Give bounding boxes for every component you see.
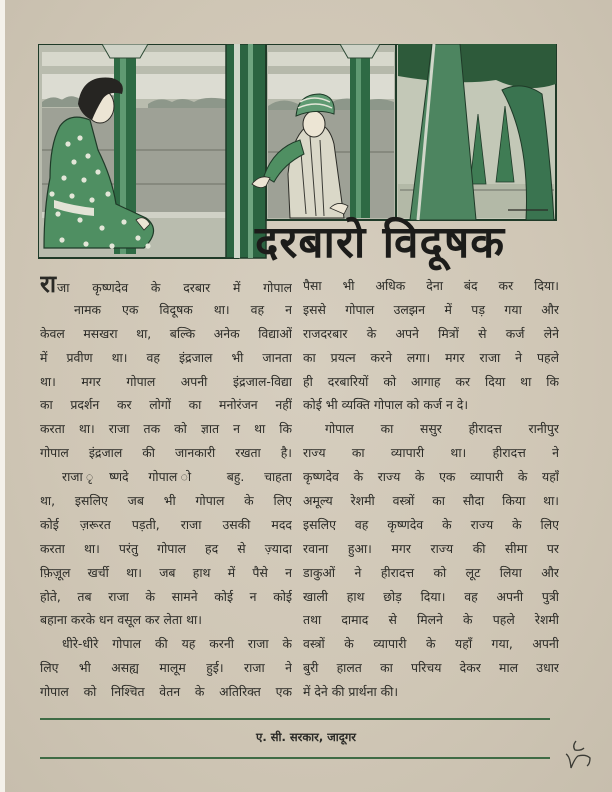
page-edge	[0, 0, 5, 792]
text-line: वस्त्रों के व्यापारी के यहाँ गया, अपनी	[303, 636, 559, 652]
text-line: नामक एक विदूषक था। वह न	[74, 301, 292, 317]
illustration-right-panel	[396, 44, 556, 220]
text-line: रवाना हुआ। मगर राज्य की सीमा पर	[303, 540, 559, 556]
text-line: में प्रवीण था। वह इंद्रजाल भी जानता	[40, 349, 292, 365]
handwritten-mark	[562, 738, 592, 772]
author-credit: ए. सी. सरकार, जादूगर	[255, 730, 357, 744]
text-line: राजा ृष्णदे गोपाल ो बहु. चाहता	[62, 469, 292, 485]
text-line: अमूल्य रेशमी वस्त्रों का सौदा किया था।	[303, 493, 559, 509]
text-line: गोपाल को निश्चित वेतन के अतिरिक्त एक	[40, 684, 292, 700]
text-line: इसलिए वह कृष्णदेव के राज्य के लिए	[303, 516, 559, 532]
text-line: राजा कृष्णदेव के दरबार में गोपाल	[40, 274, 292, 298]
dropcap: रा	[40, 274, 57, 298]
text-line: कोई भी व्यक्ति गोपाल को कर्ज न दे।	[303, 397, 469, 413]
text-line: राजदरबार के अपने मित्रों से कर्ज लेने	[303, 325, 559, 341]
text-line: कोई ज़रूरत पड़ती, राजा उसकी मदद	[40, 516, 292, 532]
footer-rule-bottom	[40, 757, 550, 759]
text-line: का प्रदर्शन कर लोगों का मनोरंजन नहीं	[40, 397, 292, 413]
text-line: पैसा भी अधिक देना बंद कर दिया।	[303, 278, 559, 293]
text-line: बुरी हालत का परिचय देकर माल उधार	[303, 660, 559, 676]
footer-rule-top	[40, 718, 550, 720]
text-line: लिए भी असह्य मालूम हुई। राजा ने	[40, 660, 292, 676]
text-line: खाली हाथ छोड़ दिया। वह अपनी पुत्री	[303, 588, 559, 604]
text-line: डाकुओं ने हीरादत्त को लूट लिया और	[303, 564, 559, 580]
left-column	[40, 274, 292, 704]
text-line: फ़िज़ूल खर्ची था। जब हाथ में पैसे न	[40, 564, 292, 580]
text-line: धीरे-धीरे गोपाल की यह करनी राजा के	[62, 636, 292, 652]
illustration-left-panel	[38, 44, 238, 258]
text-line: बहाना करके धन वसूल कर लेता था।	[40, 612, 202, 628]
text-line: केवल मसखरा था, बल्कि अनेक विद्याओं	[40, 325, 292, 341]
text-line: था, इसलिए जब भी गोपाल के लिए	[40, 493, 292, 509]
text-line: तथा दामाद से मिलने के पहले रेशमी	[303, 612, 559, 628]
text-line: था। मगर गोपाल अपनी इंद्रजाल-विद्या	[40, 373, 292, 389]
text-line: गोपाल इंद्रजाल की जानकारी रखता है।	[40, 445, 292, 461]
text-line: गोपाल का ससुर हीरादत्त रानीपुर	[325, 421, 559, 437]
text-line: करता था। राजा तक को ज्ञात न था कि	[40, 421, 292, 437]
text-line: का प्रयत्न करने लगा। मगर राजा ने पहले	[303, 349, 559, 365]
text-line: इससे गोपाल उलझन में पड़ गया और	[303, 301, 559, 317]
right-column	[303, 274, 559, 704]
text-line: कृष्णदेव के राज्य के एक व्यापारी के यहाँ	[303, 469, 559, 485]
text-line: में देने की प्रार्थना की।	[303, 684, 399, 700]
text-line: होते, तब राजा के सामने कोई न कोई	[40, 588, 292, 604]
text-line: ही दरबारियों को आगाह कर दिया था कि	[303, 373, 559, 389]
text-line: राज्य का व्यापारी था। हीरादत्त ने	[303, 445, 559, 461]
text-line: करता था। परंतु गोपाल हद से ज़्यादा	[40, 540, 292, 556]
illustration-middle-panel	[252, 44, 396, 220]
story-title: दरबारो विदूषक	[255, 217, 506, 268]
